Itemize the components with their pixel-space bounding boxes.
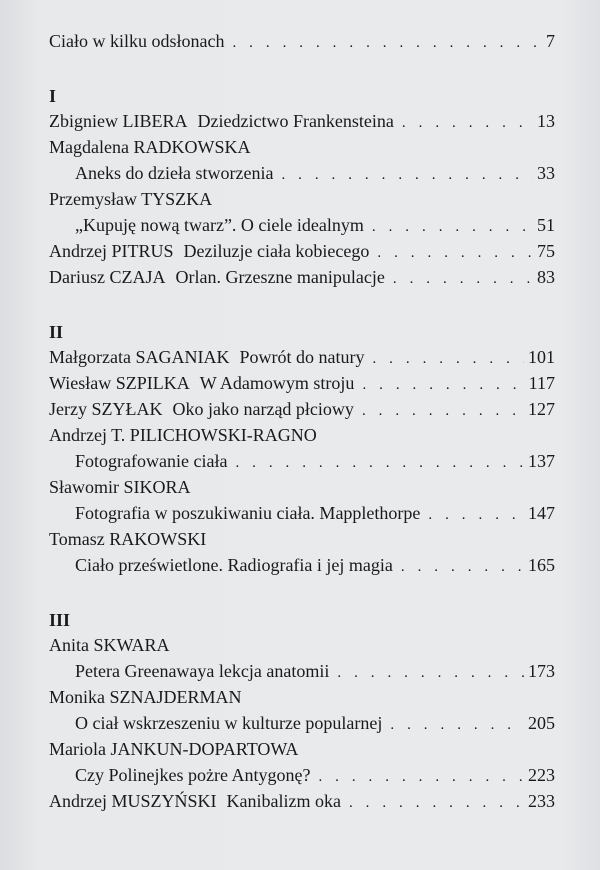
entry-title: Powrót do natury bbox=[239, 347, 365, 367]
entry-author: Dariusz CZAJA bbox=[49, 267, 166, 287]
entry-page: 233 bbox=[528, 791, 555, 811]
entry-page: 75 bbox=[537, 241, 555, 261]
entry-title: Czy Polinejkes pożre Antygonę? bbox=[75, 765, 311, 785]
entry-page: 223 bbox=[528, 765, 555, 785]
entry-title: Deziluzje ciała kobiecego bbox=[183, 241, 370, 261]
toc-entry bbox=[49, 788, 555, 814]
toc-entry bbox=[49, 212, 555, 238]
dot-leader bbox=[393, 266, 533, 292]
toc-entry bbox=[49, 710, 555, 736]
entry-title: Kanibalizm oka bbox=[226, 791, 341, 811]
entry-page: 117 bbox=[528, 373, 555, 393]
toc-entry bbox=[49, 396, 555, 422]
entry-author: Mariola JANKUN-DOPARTOWA bbox=[49, 739, 299, 759]
section-heading-2: II bbox=[49, 322, 64, 342]
entry-author: Zbigniew LIBERA bbox=[49, 111, 188, 131]
entry-page: 51 bbox=[537, 215, 555, 235]
entry-author: Andrzej PITRUS bbox=[49, 241, 174, 261]
toc-entry bbox=[49, 552, 555, 578]
entry-page: 165 bbox=[528, 555, 555, 575]
dot-leader bbox=[428, 502, 524, 528]
entry-title: Oko jako narząd płciowy bbox=[172, 399, 354, 419]
dot-leader bbox=[318, 764, 524, 790]
entry-page: 33 bbox=[537, 163, 555, 183]
entry-page: 83 bbox=[537, 267, 555, 287]
entry-title: Fotografowanie ciała bbox=[75, 451, 228, 471]
toc-entry bbox=[49, 658, 555, 684]
dot-leader bbox=[281, 162, 533, 188]
dot-leader bbox=[372, 214, 533, 240]
dot-leader bbox=[377, 240, 533, 266]
toc-entry bbox=[49, 238, 555, 264]
toc-entry bbox=[49, 344, 555, 370]
entry-title: O ciał wskrzeszeniu w kulturze popularnej bbox=[75, 713, 383, 733]
toc-entry bbox=[49, 160, 555, 186]
entry-author: Wiesław SZPILKA bbox=[49, 373, 190, 393]
entry-author: Magdalena RADKOWSKA bbox=[49, 137, 251, 157]
entry-author: Małgorzata SAGANIAK bbox=[49, 347, 230, 367]
entry-title: Petera Greenawaya lekcja anatomii bbox=[75, 661, 330, 681]
entry-title: Orlan. Grzeszne manipulacje bbox=[175, 267, 385, 287]
entry-author: Tomasz RAKOWSKI bbox=[49, 529, 207, 549]
entry-title: Ciało prześwietlone. Radiografia i jej magia bbox=[75, 555, 393, 575]
section-heading-1: I bbox=[49, 86, 57, 106]
entry-title: Aneks do dzieła stworzenia bbox=[75, 163, 274, 183]
entry-author: Przemysław TYSZKA bbox=[49, 189, 213, 209]
entry-page: 173 bbox=[528, 661, 555, 681]
dot-leader bbox=[337, 660, 524, 686]
entry-author: Monika SZNAJDERMAN bbox=[49, 687, 242, 707]
dot-leader bbox=[349, 790, 524, 816]
dot-leader bbox=[362, 372, 524, 398]
entry-author: Sławomir SIKORA bbox=[49, 477, 191, 497]
entry-author: Anita SKWARA bbox=[49, 635, 170, 655]
dot-leader bbox=[362, 398, 524, 424]
dot-leader bbox=[235, 450, 524, 476]
toc-entry bbox=[49, 448, 555, 474]
toc-intro-entry bbox=[49, 28, 555, 54]
toc-entry bbox=[49, 108, 555, 134]
entry-author: Andrzej T. PILICHOWSKI-RAGNO bbox=[49, 425, 317, 445]
toc-entry bbox=[49, 264, 555, 290]
dot-leader bbox=[372, 346, 524, 372]
dot-leader bbox=[401, 554, 524, 580]
section-heading-3: III bbox=[49, 610, 71, 630]
toc-entry bbox=[49, 370, 555, 396]
dot-leader bbox=[232, 30, 542, 56]
entry-page: 13 bbox=[537, 111, 555, 131]
entry-author: Jerzy SZYŁAK bbox=[49, 399, 163, 419]
entry-page: 127 bbox=[528, 399, 555, 419]
toc-intro-title: Ciało w kilku odsłonach bbox=[49, 31, 225, 51]
entry-title: Fotografia w poszukiwaniu ciała. Mapplethorpe bbox=[75, 503, 421, 523]
entry-title: Dziedzictwo Frankensteina bbox=[197, 111, 394, 131]
toc-entry bbox=[49, 500, 555, 526]
toc-intro-page: 7 bbox=[546, 31, 555, 51]
entry-page: 205 bbox=[528, 713, 555, 733]
entry-page: 101 bbox=[528, 347, 555, 367]
entry-title: „Kupuję nową twarz”. O ciele idealnym bbox=[75, 215, 364, 235]
dot-leader bbox=[402, 110, 533, 136]
table-of-contents bbox=[49, 28, 555, 814]
toc-entry bbox=[49, 762, 555, 788]
entry-title: W Adamowym stroju bbox=[199, 373, 355, 393]
entry-author: Andrzej MUSZYŃSKI bbox=[49, 791, 217, 811]
entry-page: 147 bbox=[528, 503, 555, 523]
entry-page: 137 bbox=[528, 451, 555, 471]
dot-leader bbox=[390, 712, 524, 738]
